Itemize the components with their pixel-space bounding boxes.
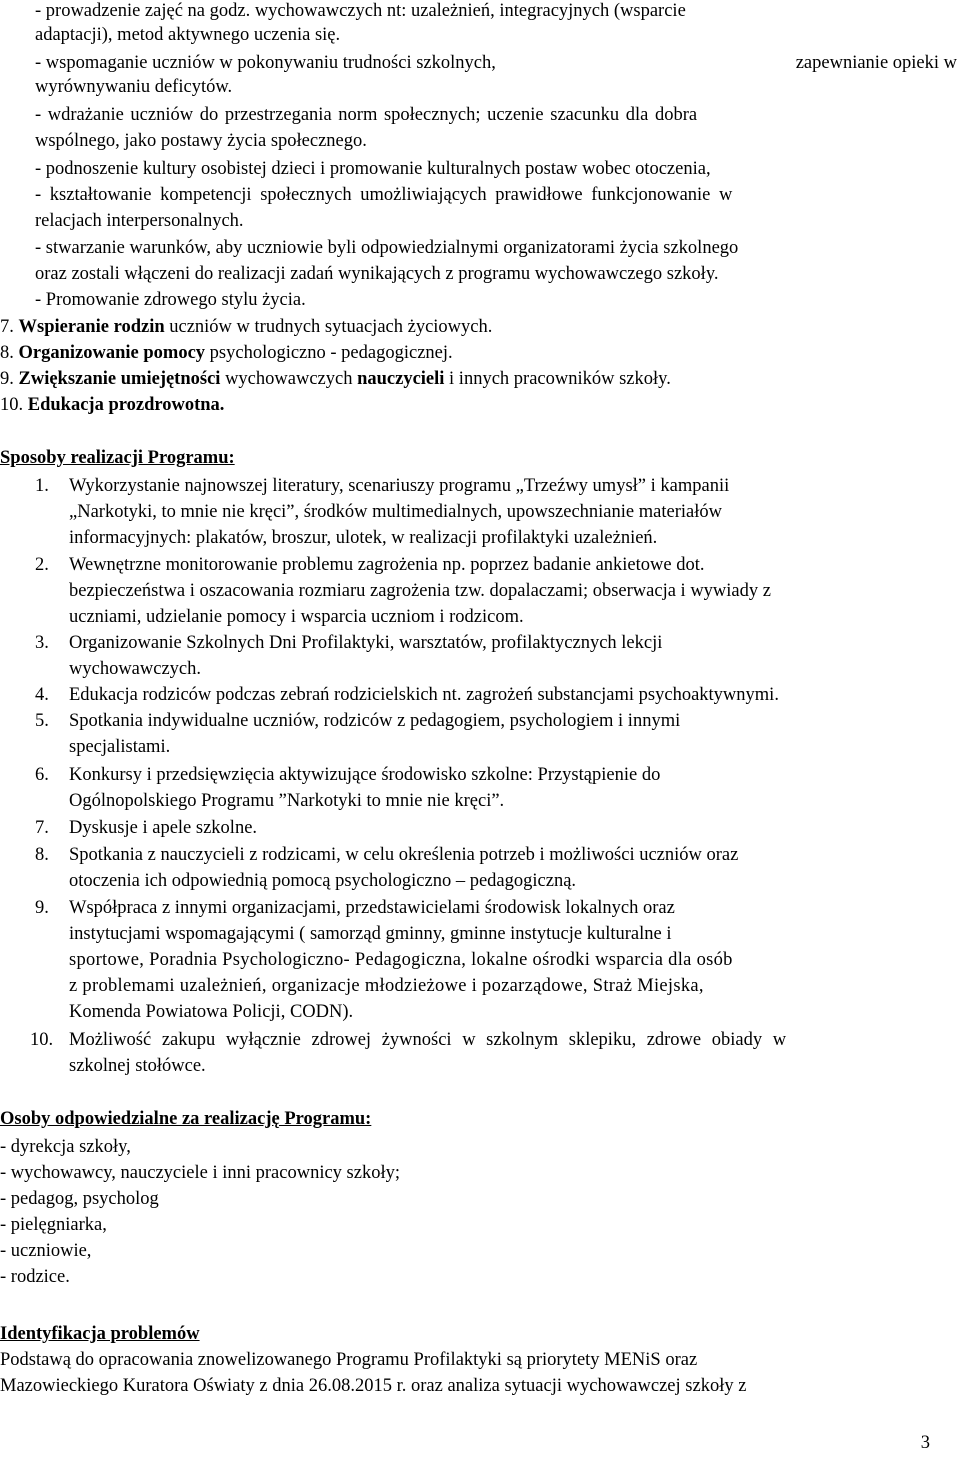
responsible-item: - pielęgniarka, xyxy=(0,1215,107,1235)
method-line: Dyskusje i apele szkolne. xyxy=(69,818,258,838)
method-line: Spotkania indywidualne uczniów, rodziców z pedagogiem, psychologiem i innymi xyxy=(69,711,681,731)
method-line: Komenda Powiatowa Policji, CODN). xyxy=(69,1002,354,1022)
method-number: 5. xyxy=(35,711,49,731)
bullet-line: wspólnego, jako postawy życia społecznego. xyxy=(35,131,367,151)
method-line: z problemami uzależnień, organizacje młodzieżowe i pozarządowe, Straż Miejska, xyxy=(69,976,704,996)
method-number: 1. xyxy=(35,476,49,496)
bullet-line: - stwarzanie warunków, aby uczniowie byli odpowiedzialnymi organizatorami życia szkolnego xyxy=(35,238,739,258)
responsible-heading: Osoby odpowiedzialne za realizację Programu: xyxy=(0,1109,372,1129)
responsible-item: - pedagog, psycholog xyxy=(0,1189,159,1209)
method-line: bezpieczeństwa i oszacowania rozmiaru zagrożenia tzw. dopalaczami; obserwacja i wywiady z xyxy=(69,581,771,601)
method-line: informacyjnych: plakatów, broszur, ulotek, w realizacji profilaktyki uzależnień. xyxy=(69,528,658,548)
bullet-line: - kształtowanie kompetencji społecznych umożliwiających prawidłowe funkcjonowanie w xyxy=(35,185,733,205)
method-line: specjalistami. xyxy=(69,737,171,757)
method-line: Edukacja rodziców podczas zebrań rodzicielskich nt. zagrożeń substancjami psychoaktywnymi. xyxy=(69,685,779,705)
identification-text: Mazowieckiego Kuratora Oświaty z dnia 26.08.2015 r. oraz analiza sytuacji wychowawczej szkoły z xyxy=(0,1376,747,1396)
method-number: 3. xyxy=(35,633,49,653)
methods-heading: Sposoby realizacji Programu: xyxy=(0,448,235,468)
identification-text: Podstawą do opracowania znowelizowanego Programu Profilaktyki są priorytety MENiS oraz xyxy=(0,1350,698,1370)
bullet-line: wyrównywaniu deficytów. xyxy=(35,77,233,97)
method-line: Wewnętrzne monitorowanie problemu zagrożenia np. poprzez badanie ankietowe dot. xyxy=(69,555,705,575)
method-line: otoczenia ich odpowiednią pomocą psychologiczno – pedagogiczną. xyxy=(69,871,577,891)
method-number: 7. xyxy=(35,818,49,838)
bullet-line: relacjach interpersonalnych. xyxy=(35,211,244,231)
goal-item: 7. Wspieranie rodzin uczniów w trudnych sytuacjach życiowych. xyxy=(0,317,493,337)
method-line: wychowawczych. xyxy=(69,659,202,679)
responsible-item: - rodzice. xyxy=(0,1267,70,1287)
method-line: Spotkania z nauczycieli z rodzicami, w celu określenia potrzeb i możliwości uczniów oraz xyxy=(69,845,739,865)
bullet-line: - Promowanie zdrowego stylu życia. xyxy=(35,290,306,310)
method-number: 8. xyxy=(35,845,49,865)
bullet-line: - prowadzenie zajęć na godz. wychowawczych nt: uzależnień, integracyjnych (wsparcie xyxy=(35,1,686,21)
method-line: Ogólnopolskiego Programu ”Narkotyki to mnie nie kręci”. xyxy=(69,791,505,811)
method-line: instytucjami wspomagającymi ( samorząd gminny, gminne instytucje kulturalne i xyxy=(69,924,672,944)
method-line: szkolnej stołówce. xyxy=(69,1056,206,1076)
bullet-line: - wspomaganie uczniów w pokonywaniu trudności szkolnych, zapewnianie opieki w xyxy=(35,53,957,73)
method-line: Wykorzystanie najnowszej literatury, scenariuszy programu „Trzeźwy umysł” i kampanii xyxy=(69,476,730,496)
bullet-line: adaptacji), metod aktywnego uczenia się. xyxy=(35,25,341,45)
responsible-item: - wychowawcy, nauczyciele i inni pracownicy szkoły; xyxy=(0,1163,400,1183)
method-number: 2. xyxy=(35,555,49,575)
page-number: 3 xyxy=(920,1433,930,1453)
bullet-line: oraz zostali włączeni do realizacji zadań wynikających z programu wychowawczego szkoły. xyxy=(35,264,719,284)
goal-item: 10. Edukacja prozdrowotna. xyxy=(0,395,225,415)
goal-item: 9. Zwiększanie umiejętności wychowawczych nauczycieli i innych pracowników szkoły. xyxy=(0,369,671,389)
method-line: Organizowanie Szkolnych Dni Profilaktyki, warsztatów, profilaktycznych lekcji xyxy=(69,633,663,653)
bullet-line: - wdrażanie uczniów do przestrzegania norm społecznych; uczenie szacunku dla dobra xyxy=(35,105,698,125)
method-line: Konkursy i przedsięwzięcia aktywizujące środowisko szkolne: Przystąpienie do xyxy=(69,765,661,785)
method-line: Możliwość zakupu wyłącznie zdrowej żywności w szkolnym sklepiku, zdrowe obiady w xyxy=(69,1030,787,1050)
method-number: 6. xyxy=(35,765,49,785)
responsible-item: - uczniowie, xyxy=(0,1241,92,1261)
goal-item: 8. Organizowanie pomocy psychologiczno - pedagogicznej. xyxy=(0,343,453,363)
method-line: uczniami, udzielanie pomocy i wsparcia uczniom i rodzicom. xyxy=(69,607,524,627)
method-line: sportowe, Poradnia Psychologiczno- Pedagogiczna, lokalne ośrodki wsparcia dla osób xyxy=(69,950,733,970)
bullet-line: - podnoszenie kultury osobistej dzieci i promowanie kulturalnych postaw wobec otoczenia, xyxy=(35,159,711,179)
responsible-item: - dyrekcja szkoły, xyxy=(0,1137,131,1157)
method-number: 9. xyxy=(35,898,49,918)
identification-heading: Identyfikacja problemów xyxy=(0,1324,200,1344)
method-line: „Narkotyki, to mnie nie kręci”, środków multimedialnych, upowszechnianie materiałów xyxy=(69,502,722,522)
method-number: 4. xyxy=(35,685,49,705)
method-number: 10. xyxy=(30,1030,54,1050)
method-line: Współpraca z innymi organizacjami, przedstawicielami środowisk lokalnych oraz xyxy=(69,898,675,918)
